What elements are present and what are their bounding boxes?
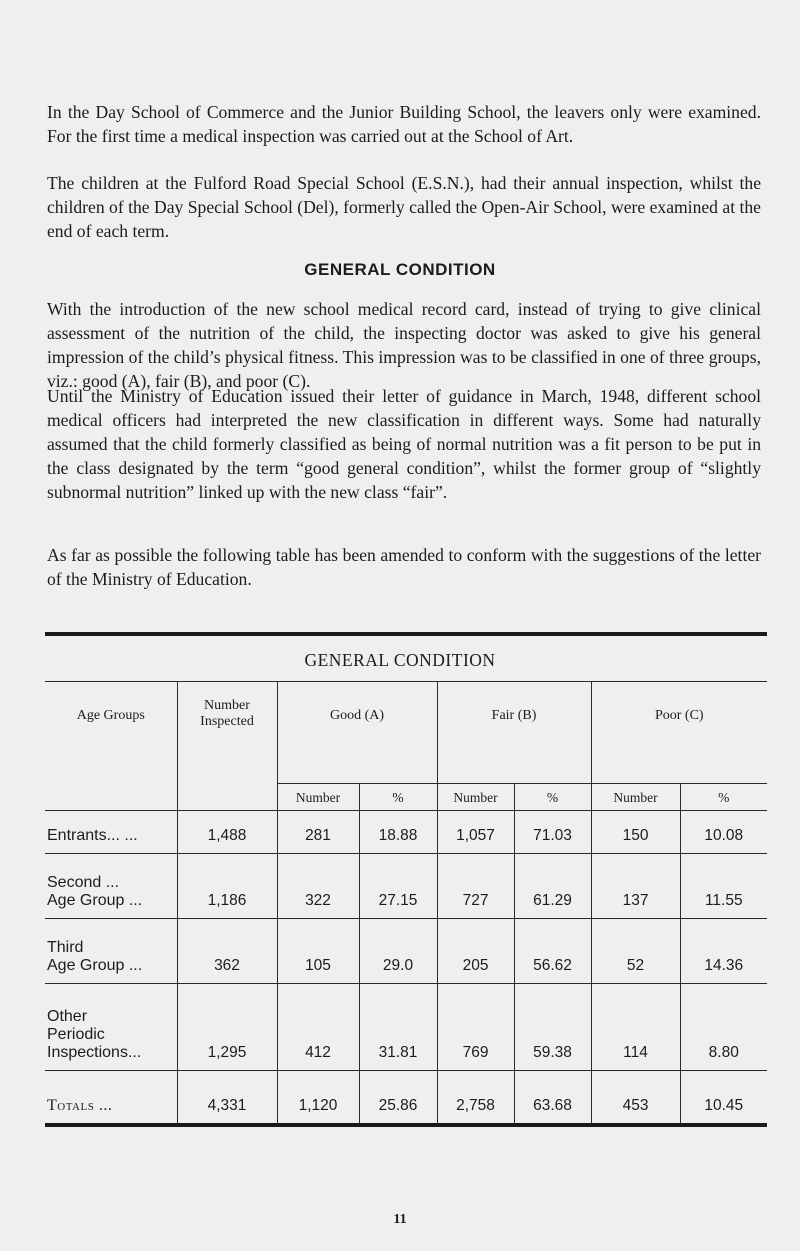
header-number-inspected: Number Inspected <box>177 682 277 811</box>
cell-poor-percent: 8.80 <box>680 984 767 1071</box>
paragraph-day-school: In the Day School of Commerce and the Junior Building School, the leavers only were examined. For the first time a medical inspection was carried out at the School of Art. <box>47 102 761 146</box>
divider-rule <box>45 632 767 636</box>
cell-fair-percent: 61.29 <box>514 854 591 919</box>
cell-fair-percent: 63.68 <box>514 1071 591 1126</box>
paragraph-special-school: The children at the Fulford Road Special School (E.S.N.), had their annual inspection, whilst the children of the Day Special School (Del), formerly called the Open-Air School, were examined at the end of each term. <box>47 173 761 241</box>
header-good: Good (A) <box>277 682 437 784</box>
header-age-groups: Age Groups <box>45 682 177 811</box>
cell-fair-percent: 59.38 <box>514 984 591 1071</box>
subheader-poor-percent: % <box>680 784 767 811</box>
cell-poor-percent: 11.55 <box>680 854 767 919</box>
cell-inspected: 1,295 <box>177 984 277 1071</box>
cell-fair-number: 727 <box>437 854 514 919</box>
paragraph-table-note: As far as possible the following table has been amended to conform with the suggestions of the letter of the Ministry of Education. <box>47 545 761 589</box>
cell-poor-number: 114 <box>591 984 680 1071</box>
cell-good-number: 281 <box>277 811 359 854</box>
subheader-good-number: Number <box>277 784 359 811</box>
cell-poor-number: 137 <box>591 854 680 919</box>
cell-good-percent: 25.86 <box>359 1071 437 1126</box>
table-row <box>45 854 767 919</box>
cell-good-number: 1,120 <box>277 1071 359 1126</box>
cell-poor-percent: 10.45 <box>680 1071 767 1126</box>
cell-fair-number: 205 <box>437 919 514 984</box>
cell-good-percent: 29.0 <box>359 919 437 984</box>
table-title: GENERAL CONDITION <box>304 650 496 670</box>
cell-poor-number: 150 <box>591 811 680 854</box>
cell-fair-number: 2,758 <box>437 1071 514 1126</box>
general-condition-table <box>45 681 767 1127</box>
table-row <box>45 919 767 984</box>
section-heading: GENERAL CONDITION <box>304 260 496 279</box>
cell-good-percent: 31.81 <box>359 984 437 1071</box>
cell-good-number: 412 <box>277 984 359 1071</box>
subheader-fair-percent: % <box>514 784 591 811</box>
cell-fair-number: 769 <box>437 984 514 1071</box>
table-header-row <box>45 682 767 784</box>
table-row <box>45 811 767 854</box>
cell-fair-number: 1,057 <box>437 811 514 854</box>
row-label: Other Periodic Inspections... <box>45 984 177 1071</box>
cell-fair-percent: 56.62 <box>514 919 591 984</box>
row-label: Entrants... ... <box>45 811 177 854</box>
subheader-good-percent: % <box>359 784 437 811</box>
header-poor: Poor (C) <box>591 682 767 784</box>
paragraph-ministry-guidance: Until the Ministry of Education issued their letter of guidance in March, 1948, different school medical officers had interpreted the new classification in different ways. Some had naturally assumed that the child formerly classified as being of normal nutrition was a fit person to be put in the class designated by the term “good general condition”, whilst the former group of “slightly subnormal nutrition” linked up with the new class “fair”. <box>47 386 761 502</box>
cell-poor-percent: 14.36 <box>680 919 767 984</box>
cell-inspected: 4,331 <box>177 1071 277 1126</box>
cell-inspected: 1,186 <box>177 854 277 919</box>
row-label: Third Age Group ... <box>45 919 177 984</box>
totals-label: Totals ... <box>45 1071 177 1126</box>
subheader-poor-number: Number <box>591 784 680 811</box>
cell-inspected: 362 <box>177 919 277 984</box>
subheader-fair-number: Number <box>437 784 514 811</box>
cell-good-number: 105 <box>277 919 359 984</box>
row-label: Second ... Age Group ... <box>45 854 177 919</box>
table-row <box>45 984 767 1071</box>
general-condition-table-wrap <box>45 681 767 1127</box>
page-number: 11 <box>393 1212 407 1227</box>
cell-poor-number: 453 <box>591 1071 680 1126</box>
cell-fair-percent: 71.03 <box>514 811 591 854</box>
cell-good-percent: 27.15 <box>359 854 437 919</box>
cell-good-number: 322 <box>277 854 359 919</box>
header-fair: Fair (B) <box>437 682 591 784</box>
paragraph-record-card: With the introduction of the new school medical record card, instead of trying to give clinical assessment of the nutrition of the child, the inspecting doctor was asked to give his general impression of the child’s physical fitness. This impression was to be classified in one of three groups, viz.: good (A), fair (B), and poor (C). <box>47 299 761 391</box>
cell-inspected: 1,488 <box>177 811 277 854</box>
cell-poor-number: 52 <box>591 919 680 984</box>
totals-row <box>45 1071 767 1126</box>
cell-poor-percent: 10.08 <box>680 811 767 854</box>
cell-good-percent: 18.88 <box>359 811 437 854</box>
